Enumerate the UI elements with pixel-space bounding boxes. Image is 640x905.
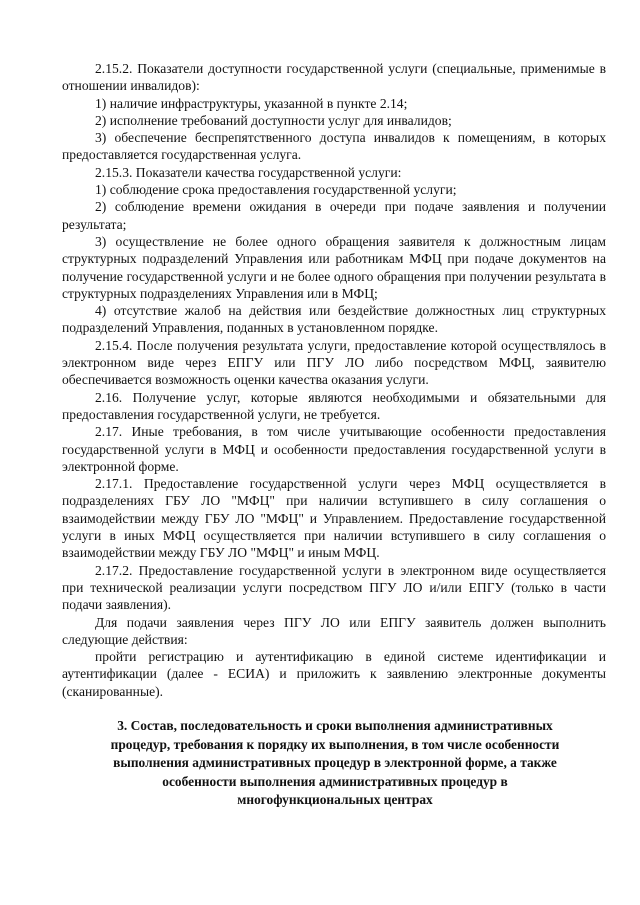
paragraph: 2.16. Получение услуг, которые являются необходимыми и обязательными для предоставления государственной услуги, не требуется.	[62, 389, 606, 422]
paragraph: 2.17.2. Предоставление государственной услуги в электронном виде осуществляется при технической реализации услуги посредством ПГУ ЛО и/или ЕПГУ (только в части подачи заявления).	[62, 562, 606, 613]
section-heading	[70, 717, 600, 810]
paragraph: пройти регистрацию и аутентификацию в единой системе идентификации и аутентификации (далее - ЕСИА) и приложить к заявлению электронные документы (сканированные).	[62, 649, 606, 699]
body-text	[62, 60, 606, 700]
paragraph: 3) обеспечение беспрепятственного доступа инвалидов к помещениям, в которых предоставляется государственная услуга.	[62, 130, 606, 163]
section-heading-line: многофункциональных центрах	[237, 792, 433, 807]
section-heading-line: особенности выполнения административных процедур в	[162, 773, 508, 789]
paragraph: Для подачи заявления через ПГУ ЛО или ЕПГУ заявитель должен выполнить следующие действия:	[62, 614, 606, 647]
paragraph: 3) осуществление не более одного обращения заявителя к должностным лицам структурных подразделений Управления или работникам МФЦ при подаче документов на получение государственной услуги и не более одного обращения при получении результата в структурных подразделениях Управления или в МФЦ;	[62, 233, 606, 301]
section-heading-line: выполнения административных процедур в электронной форме, а также	[113, 755, 557, 770]
paragraph: 2.17.1. Предоставление государственной услуги через МФЦ осуществляется в подразделениях ГБУ ЛО "МФЦ" при наличии вступившего в силу соглашения о взаимодействии между ГБУ ЛО "МФЦ" и Управлением. Предоставление государственной услуги в иных МФЦ осуществляется при наличии вступившего в силу соглашения о взаимодействии между ГБУ ЛО "МФЦ" и иным МФЦ.	[62, 476, 606, 561]
paragraph: 1) наличие инфраструктуры, указанной в пункте 2.14;	[95, 95, 408, 111]
paragraph: 2.17. Иные требования, в том числе учитывающие особенности предоставления государственной услуги в МФЦ и особенности предоставления государственной услуги в электронной форме.	[62, 424, 606, 474]
paragraph: 4) отсутствие жалоб на действия или бездействие должностных лиц структурных подразделений Управления, поданных в установленном порядке.	[62, 303, 606, 336]
paragraph: 1) соблюдение срока предоставления государственной услуги;	[95, 182, 457, 198]
paragraph: 2.15.2. Показатели доступности государственной услуги (специальные, применимые в отношении инвалидов):	[62, 61, 606, 94]
paragraph: 2) соблюдение времени ожидания в очереди при подаче заявления и получении результата;	[62, 199, 606, 232]
paragraph: 2.15.4. После получения результата услуги, предоставление которой осуществлялось в электронном виде через ЕПГУ или ПГУ ЛО либо посредством МФЦ, заявителю обеспечивается возможность оценки качества оказания услуги.	[62, 337, 606, 388]
section-heading-line: процедур, требования к порядку их выполнения, в том числе особенности	[110, 736, 560, 752]
paragraph: 2) исполнение требований доступности услуг для инвалидов;	[95, 112, 452, 128]
paragraph: 2.15.3. Показатели качества государственной услуги:	[95, 164, 402, 180]
section-heading-line: 3. Состав, последовательность и сроки выполнения административных	[117, 718, 553, 733]
